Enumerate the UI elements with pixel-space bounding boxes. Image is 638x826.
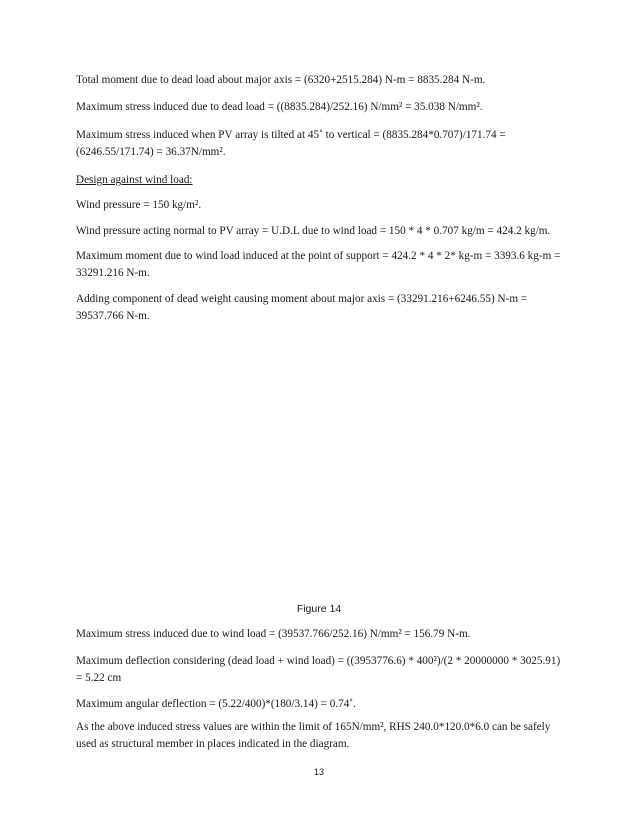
paragraph-max-deflection: Maximum deflection considering (dead load + wind load) = ((3953776.6) * 400²)/(2 * 20000000 * 3025.91) = 5.22 cm: [76, 655, 561, 684]
section-heading-wind-load: Design against wind load:: [76, 174, 193, 186]
paragraph-tilted-stress: Maximum stress induced when PV array is tilted at 45˚ to vertical = (8835.284*0.707)/171.74 = (6246.55/171.74) = 36.37N/mm².: [76, 129, 506, 158]
paragraph-total-moment: Total moment due to dead load about major axis = (6320+2515.284) N-m = 8835.284 N-m.: [76, 74, 486, 86]
paragraph-angular-deflection: Maximum angular deflection = (5.22/400)*(180/3.14) = 0.74˚.: [76, 698, 356, 710]
paragraph-wind-udl: Wind pressure acting normal to PV array = U.D.L due to wind load = 150 * 4 * 0.707 kg/m = 424.2 kg/m.: [76, 225, 551, 237]
paragraph-wind-stress: Maximum stress induced due to wind load = (39537.766/252.16) N/mm² = 156.79 N-m.: [76, 628, 471, 640]
paragraph-dead-load-stress: Maximum stress induced due to dead load = ((8835.284)/252.16) N/mm² = 35.038 N/mm².: [76, 101, 483, 113]
figure-caption: Figure 14: [296, 603, 342, 615]
page-number: 13: [313, 767, 324, 777]
figure-placeholder: [76, 340, 566, 595]
paragraph-wind-pressure: Wind pressure = 150 kg/m².: [76, 199, 202, 211]
paragraph-max-moment: Maximum moment due to wind load induced at the point of support = 424.2 * 4 * 2* kg-m = 3393.6 kg-m = 33291.216 N-m.: [76, 250, 561, 279]
paragraph-dead-weight-component: Adding component of dead weight causing moment about major axis = (33291.216+6246.55) N-m = 39537.766 N-m.: [76, 293, 528, 322]
paragraph-conclusion: As the above induced stress values are within the limit of 165N/mm², RHS 240.0*120.0*6.0 can be safely used as structural member in places indicated in the diagram.: [76, 721, 551, 750]
